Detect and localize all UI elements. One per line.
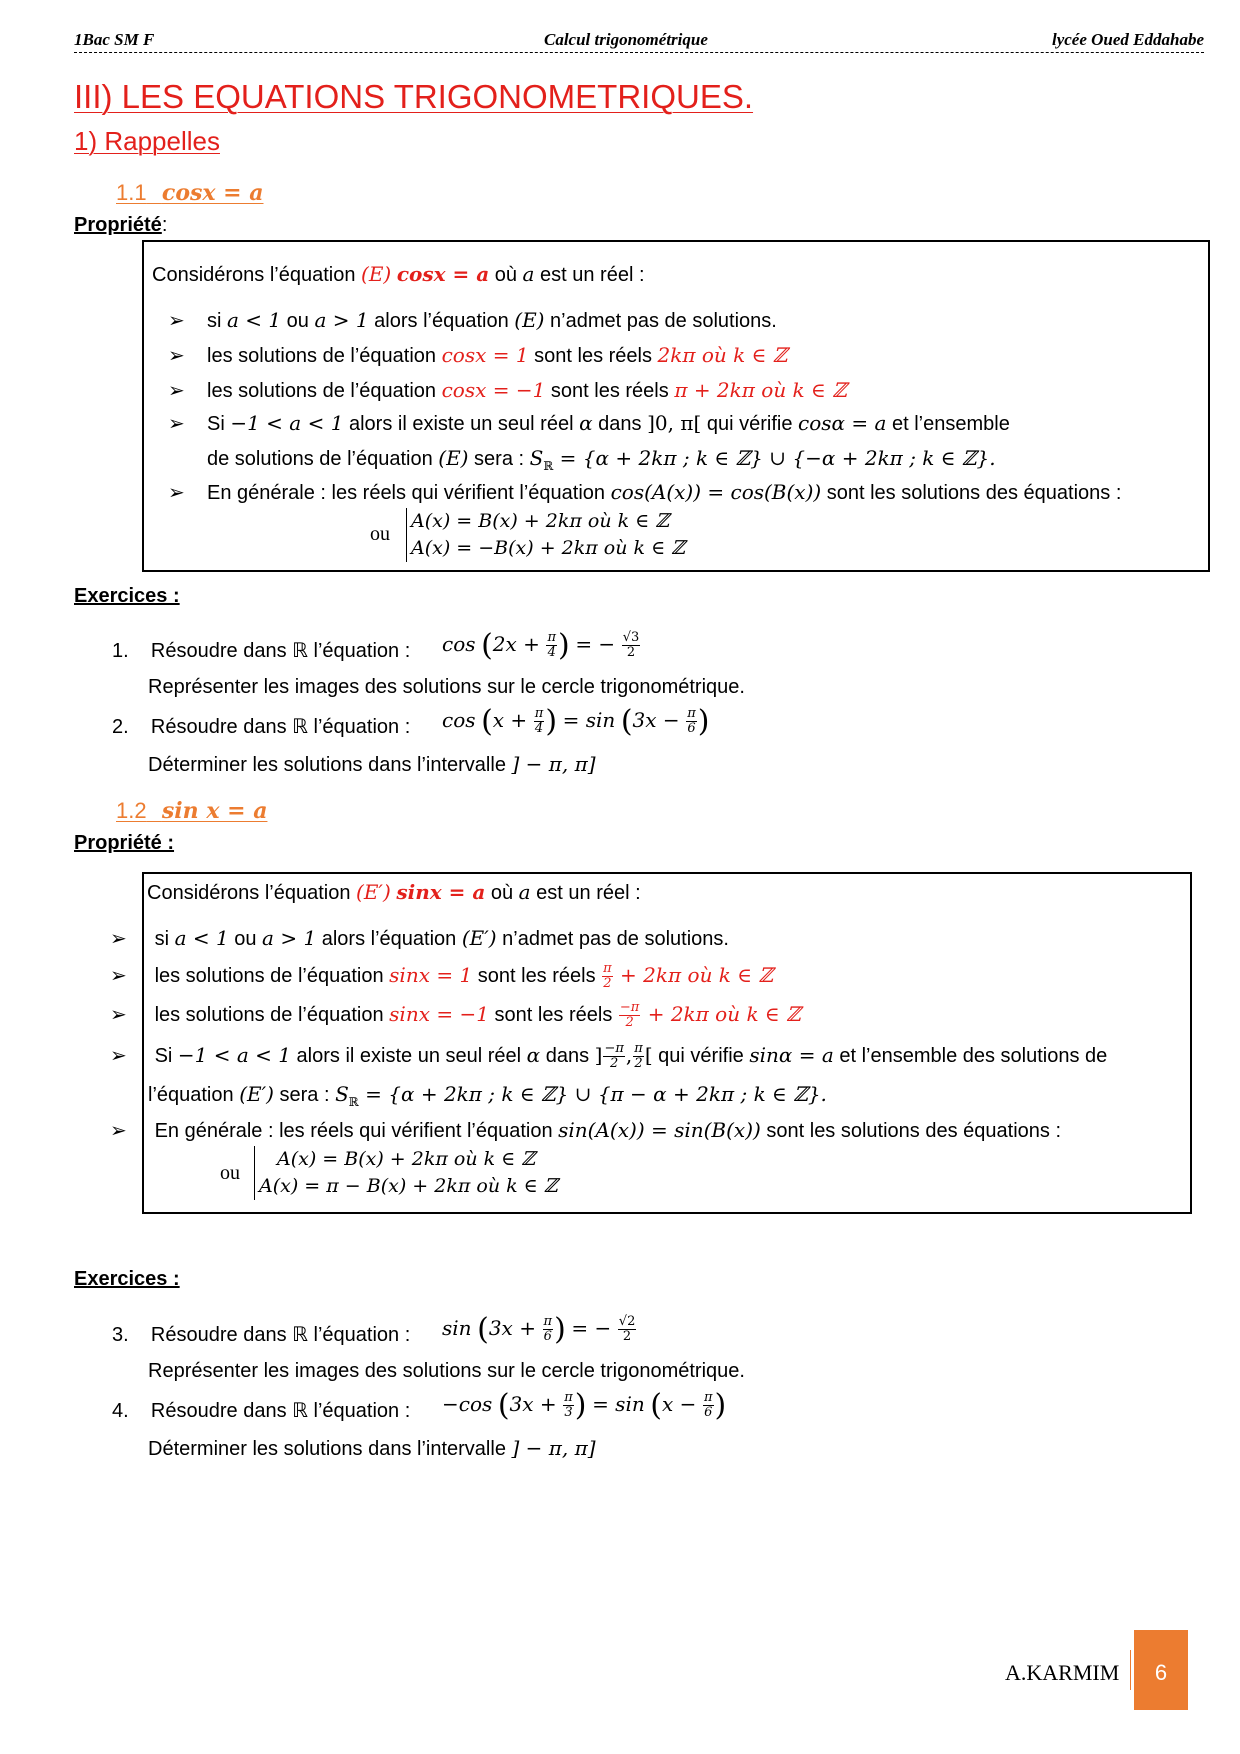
system-or-2: ou [220,1162,240,1184]
author-name: A.KARMIM [1005,1660,1120,1685]
arrow-bullet-icon: ➢ [110,964,127,987]
exercise-1: 1. Résoudre dans ℝ l’équation : [112,640,411,662]
exercise-3-equation: sin (3x + $\frac{\pi}{6}$ ) = − $\frac{√2}{2}$ [442,1312,636,1347]
arrow-bullet-icon: ➢ [110,1003,127,1026]
page-header [74,30,1204,53]
arrow-bullet-icon: ➢ [168,380,185,402]
bullet-cos-2: ➢ les solutions de l’équation cosx = 1 sont les réels 2kπ où k ∈ ℤ [168,343,788,367]
bullet-cos-4: ➢ Si −1 < a < 1 alors il existe un seul réel α dans ]0, π[ qui vérifie cosα = a et l’ensemble [168,411,1010,435]
exercise-2-line2: Déterminer les solutions dans l’intervalle ] − π, π] [148,752,596,776]
exercise-4-equation: −cos (3x + $\frac{\pi}{3}$ ) = sin (x − $\frac{\pi}{6}$ ) [442,1388,727,1423]
bullet-sin-1: ➢ si a < 1 ou a > 1 alors l’équation (E′) n’admet pas de solutions. [110,926,729,950]
bullet-cos-5: ➢ En générale : les réels qui vérifient l’équation cos(A(x)) = cos(B(x)) sont les solutions des équations : [168,480,1122,504]
page-title: III) LES EQUATIONS TRIGONOMETRIQUES. [74,78,754,115]
page-number-box [1134,1630,1188,1710]
system-cos: A(x) = B(x) + 2kπ où k ∈ ℤ A(x) = −B(x) + 2kπ où k ∈ ℤ [406,508,685,562]
section-heading-cos: 1.1 cosx = a [116,180,264,206]
bullet-sin-3: ➢ les solutions de l’équation sinx = −1 sont les réels $\frac{-\pi}{2}$ + 2kπ où k ∈ ℤ [110,1000,801,1030]
header-class: 1Bac SM F [74,30,155,49]
header-subject: Calcul trigonométrique [544,30,708,49]
section-heading-sin: 1.2 sin x = a [116,798,268,824]
arrow-bullet-icon: ➢ [168,345,185,367]
arrow-bullet-icon: ➢ [168,310,185,332]
bullet-cos-1: ➢ si a < 1 ou a > 1 alors l’équation (E) n’admet pas de solutions. [168,308,777,332]
arrow-bullet-icon: ➢ [168,413,185,435]
property-intro-2: Considérons l’équation (E′) sinx = a où a est un réel : [147,880,641,904]
arrow-bullet-icon: ➢ [110,928,127,950]
arrow-bullet-icon: ➢ [110,1120,127,1142]
header-school: lycée Oued Eddahabe [1051,30,1204,49]
bullet-sin-5: ➢ En générale : les réels qui vérifient l’équation sin(A(x)) = sin(B(x)) sont les solutions des équations : [110,1118,1062,1142]
page-separator [1130,1650,1131,1690]
system-or: ou [370,523,390,545]
bullet-sin-4-line2: l’équation (E′) sera : $S_ℝ = \{\alpha + 2k\pi$ ; k ∈ ℤ} ∪ {π − α + 2kπ ; k ∈ ℤ}. [148,1082,827,1109]
exercise-3-line2: Représenter les images des solutions sur le cercle trigonométrique. [148,1360,745,1382]
exercise-4: 4. Résoudre dans ℝ l’équation : [112,1400,411,1422]
exercise-3: 3. Résoudre dans ℝ l’équation : [112,1324,411,1346]
exercises-label-1: Exercices : [74,585,180,607]
bullet-cos-4-line2: de solutions de l’équation (E) sera : $S_ℝ = \{\alpha + 2k\pi$ ; k ∈ ℤ} ∪ {−α + 2kπ ; k ∈ ℤ}. [207,446,996,473]
exercise-2-equation: cos (x + $\frac{\pi}{4}$ ) = sin (3x − $\frac{\pi}{6}$ ) [442,704,710,739]
arrow-bullet-icon: ➢ [110,1044,127,1067]
box-left-border [142,872,144,1210]
property-intro: Considérons l’équation (E) cosx = a où a est un réel : [152,262,645,286]
arrow-bullet-icon: ➢ [168,482,185,504]
exercises-label-2: Exercices : [74,1268,180,1290]
subtitle: 1) Rappelles [74,126,220,156]
property-label: Propriété: [74,214,168,236]
bullet-sin-4: ➢ Si −1 < a < 1 alors il existe un seul réel α dans ] $\frac{-\pi}{2}$ , $\frac{\pi}{2}$ [ qui vérifie sinα = a et l’ensemble des solutions de [110,1041,1108,1071]
bullet-sin-2: ➢ les solutions de l’équation sinx = 1 sont les réels $\frac{\pi}{2}$ + 2kπ où k ∈ ℤ [110,961,774,991]
exercise-4-line2: Déterminer les solutions dans l’intervalle ] − π, π] [148,1436,596,1460]
property-label-2: Propriété : [74,832,175,854]
system-sin: A(x) = B(x) + 2kπ où k ∈ ℤ A(x) = π − B(x) + 2kπ où k ∈ ℤ [254,1146,558,1200]
exercise-1-line2: Représenter les images des solutions sur le cercle trigonométrique. [148,676,745,698]
exercise-1-equation: cos (2x + $\frac{\pi}{4}$ ) = − $\frac{√3}{2}$ [442,628,640,663]
exercise-2: 2. Résoudre dans ℝ l’équation : [112,716,411,738]
bullet-cos-3: ➢ les solutions de l’équation cosx = −1 sont les réels π + 2kπ où k ∈ ℤ [168,378,847,402]
page-number: 6 [1154,1660,1168,1685]
